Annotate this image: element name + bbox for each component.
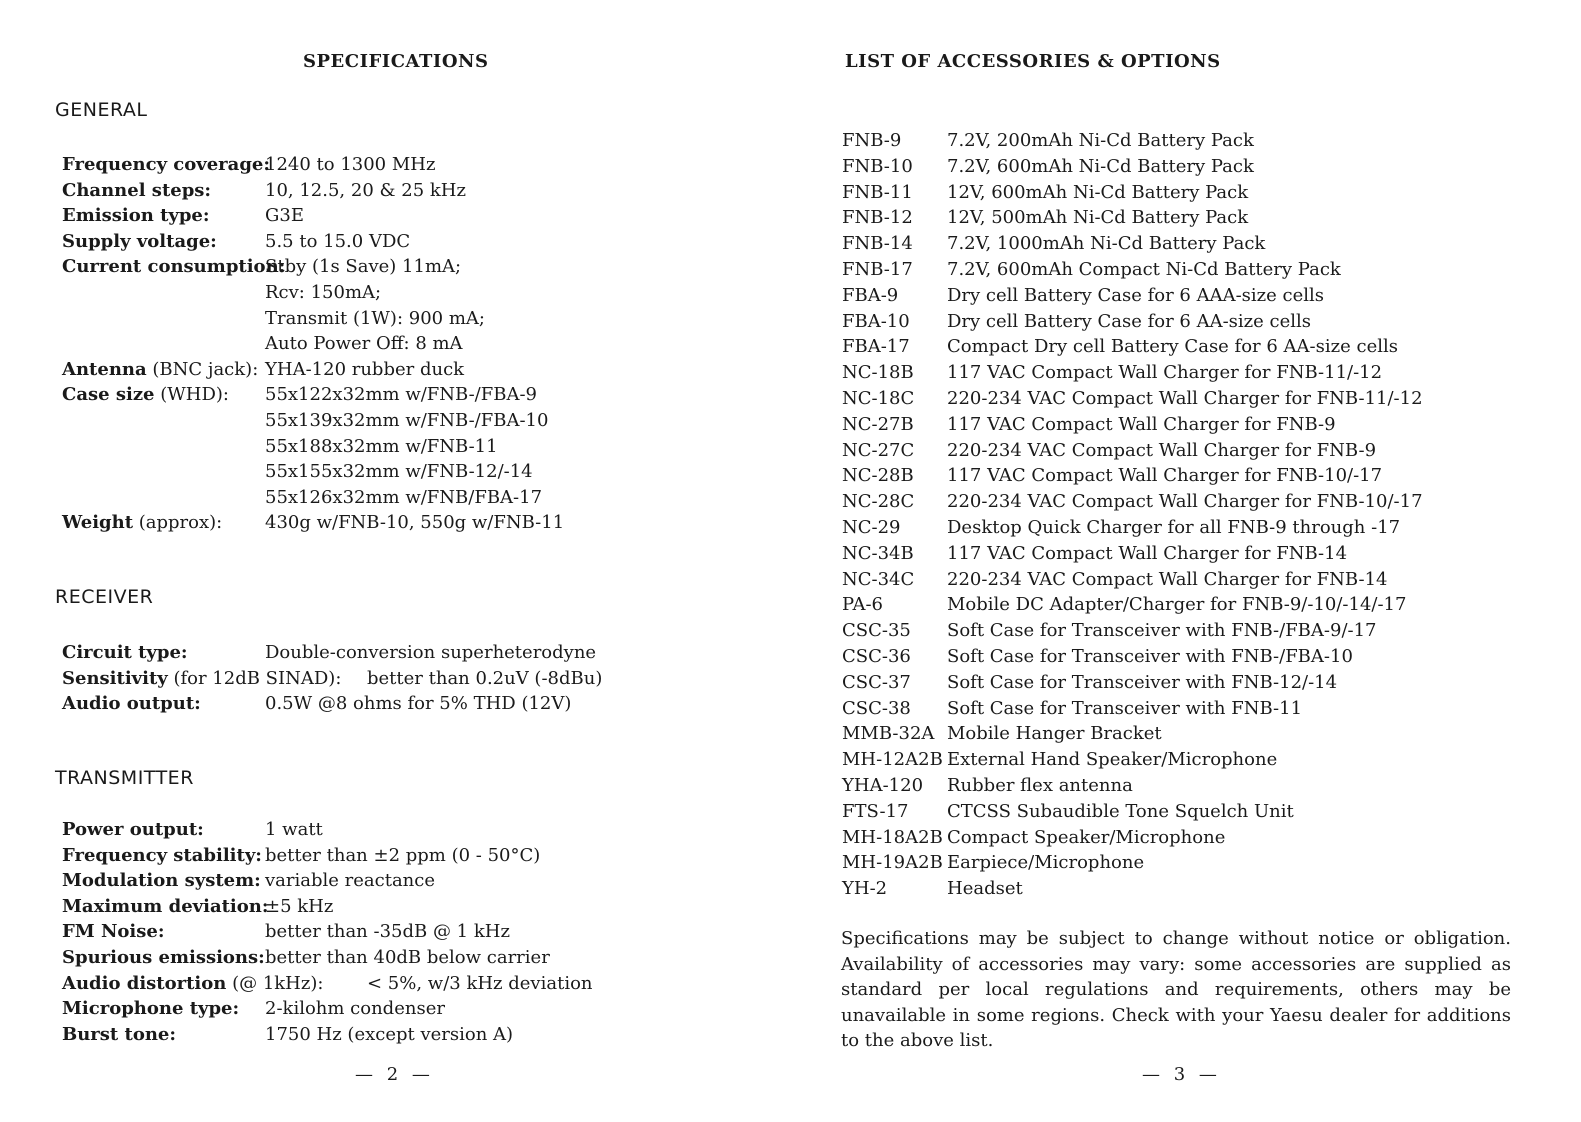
spec-row <box>62 817 762 843</box>
accessory-description: 220-234 VAC Compact Wall Charger for FNB-10/-17 <box>947 491 1423 513</box>
accessory-code: NC-27B <box>842 413 914 435</box>
accessory-row <box>842 360 1542 386</box>
spec-label-bold: Frequency stability: <box>62 844 262 866</box>
accessory-row <box>842 541 1542 567</box>
spec-label-bold: Spurious emissions: <box>62 946 265 968</box>
spec-label-bold: Frequency coverage: <box>62 154 271 175</box>
accessory-code: NC-34B <box>842 542 914 564</box>
specifications-title: SPECIFICATIONS <box>303 51 489 72</box>
general-spec-list <box>62 152 762 536</box>
spec-value: 55x155x32mm w/FNB-12/-14 <box>265 461 533 483</box>
accessory-code: MH-19A2B <box>842 852 943 874</box>
page-number: — 2 — <box>355 1064 434 1085</box>
accessory-row <box>842 670 1542 696</box>
spec-label <box>62 945 265 971</box>
spec-value: 0.5W @8 ohms for 5% THD (12V) <box>265 693 572 715</box>
spec-value: 55x126x32mm w/FNB/FBA-17 <box>265 486 543 508</box>
spec-row <box>62 382 762 408</box>
accessory-description: 220-234 VAC Compact Wall Charger for FNB-11/-12 <box>947 387 1423 409</box>
spec-label <box>62 919 165 945</box>
accessory-code: FNB-11 <box>842 181 913 203</box>
spec-label <box>62 510 222 536</box>
accessory-description: Soft Case for Transceiver with FNB-12/-14 <box>947 671 1338 693</box>
spec-label-bold: Current consumption: <box>62 256 286 278</box>
accessory-description: Headset <box>947 878 1023 900</box>
transmitter-heading: TRANSMITTER <box>55 767 194 789</box>
accessory-row <box>842 463 1542 489</box>
accessory-row <box>842 386 1542 412</box>
accessory-code: FNB-12 <box>842 207 913 229</box>
spec-label <box>62 152 270 178</box>
spec-row <box>62 868 762 894</box>
left-page <box>0 0 790 1122</box>
spec-row <box>62 640 762 666</box>
accessory-row <box>842 799 1542 825</box>
spec-label-bold: Burst tone: <box>62 1023 177 1045</box>
accessory-row <box>842 876 1542 902</box>
spec-label <box>62 203 210 229</box>
spec-label-bold: Sensitivity <box>62 667 168 689</box>
accessory-description: Desktop Quick Charger for all FNB-9 through -17 <box>947 516 1401 538</box>
spec-label <box>62 666 341 692</box>
spec-label-normal: (@ 1kHz): <box>226 972 324 994</box>
spec-label-normal: (WHD): <box>154 384 229 406</box>
spec-value: ±5 kHz <box>265 895 334 917</box>
accessory-row <box>842 592 1542 618</box>
receiver-heading: RECEIVER <box>55 586 154 608</box>
accessory-code: NC-29 <box>842 516 901 538</box>
spec-value: Stby (1s Save) 11mA; <box>265 256 462 278</box>
spec-value: G3E <box>265 205 304 227</box>
accessory-description: Dry cell Battery Case for 6 AAA-size cells <box>947 284 1324 306</box>
spec-label-bold: Power output: <box>62 819 204 840</box>
spec-label-bold: Emission type: <box>62 205 210 227</box>
accessory-code: CSC-35 <box>842 620 911 642</box>
spec-value: 430g w/FNB-10, 550g w/FNB-11 <box>265 512 565 534</box>
accessory-code: NC-34C <box>842 568 915 590</box>
spec-label-normal: (BNC jack): <box>146 358 259 380</box>
spec-value: 10, 12.5, 20 & 25 kHz <box>265 179 466 201</box>
accessory-code: FBA-17 <box>842 336 910 358</box>
accessory-code: YHA-120 <box>842 774 924 796</box>
accessory-code: NC-18B <box>842 362 914 384</box>
accessory-row <box>842 334 1542 360</box>
availability-note: Specifications may be subject to change without notice or obligation. Availability of accessories may vary: some accessories are supplied as standard per local regulations and requirements, others may be unavailable in some regions. Check with your Yaesu dealer for additions to the above list. <box>841 928 1511 1051</box>
spec-value: 55x139x32mm w/FNB-/FBA-10 <box>265 409 549 431</box>
accessory-code: MH-18A2B <box>842 826 943 848</box>
spec-value: 55x188x32mm w/FNB-11 <box>265 435 498 457</box>
accessory-description: 117 VAC Compact Wall Charger for FNB-9 <box>947 413 1336 435</box>
spec-value: better than 0.2uV (-8dBu) <box>367 667 603 689</box>
spec-label <box>62 357 258 383</box>
accessory-description: 12V, 500mAh Ni-Cd Battery Pack <box>947 207 1249 229</box>
general-heading: GENERAL <box>55 99 148 121</box>
spec-label <box>62 868 261 894</box>
spec-label <box>62 817 204 843</box>
spec-row <box>62 459 762 485</box>
spec-value: better than 40dB below carrier <box>265 946 550 968</box>
spec-row <box>62 894 762 920</box>
right-page <box>790 0 1581 1122</box>
spec-row <box>62 254 762 280</box>
accessory-row <box>842 721 1542 747</box>
accessory-description: Soft Case for Transceiver with FNB-/FBA-10 <box>947 645 1353 667</box>
spec-label-bold: Channel steps: <box>62 179 212 201</box>
accessory-row <box>842 180 1542 206</box>
spec-label-bold: Weight <box>62 512 134 534</box>
spec-label <box>62 996 239 1022</box>
spec-row <box>62 331 762 357</box>
spec-row <box>62 843 762 869</box>
accessory-description: Compact Dry cell Battery Case for 6 AA-size cells <box>947 336 1398 358</box>
spec-value: 2-kilohm condenser <box>265 998 445 1020</box>
spec-value: 55x122x32mm w/FNB-/FBA-9 <box>265 384 537 406</box>
accessory-description: 117 VAC Compact Wall Charger for FNB-11/-12 <box>947 362 1383 384</box>
accessory-code: NC-18C <box>842 387 915 409</box>
accessory-code: FTS-17 <box>842 800 909 822</box>
spec-label <box>62 254 285 280</box>
spec-value: YHA-120 rubber duck <box>265 358 465 380</box>
spec-row <box>62 178 762 204</box>
spec-row <box>62 510 762 536</box>
accessory-code: PA-6 <box>842 594 883 616</box>
accessory-code: FBA-10 <box>842 310 910 332</box>
accessory-description: 7.2V, 600mAh Ni-Cd Battery Pack <box>947 155 1254 177</box>
spec-label <box>62 178 211 204</box>
spec-row <box>62 229 762 255</box>
spec-row <box>62 434 762 460</box>
accessory-code: NC-27C <box>842 439 915 461</box>
spec-row <box>62 306 762 332</box>
spec-label <box>62 1022 176 1048</box>
accessory-description: 12V, 600mAh Ni-Cd Battery Pack <box>947 181 1249 203</box>
accessory-code: FBA-9 <box>842 284 899 306</box>
spec-row <box>62 485 762 511</box>
accessory-code: FNB-14 <box>842 233 913 255</box>
spec-label-bold: Case size <box>62 384 155 406</box>
spec-row <box>62 945 762 971</box>
spec-value: 1750 Hz (except version A) <box>265 1023 514 1045</box>
accessory-code: MMB-32A <box>842 723 935 745</box>
accessory-row <box>842 257 1542 283</box>
spec-label-normal: (approx): <box>133 512 223 534</box>
accessory-row <box>842 128 1542 154</box>
spec-label <box>62 382 229 408</box>
accessory-description: CTCSS Subaudible Tone Squelch Unit <box>947 800 1294 822</box>
accessory-description: Compact Speaker/Microphone <box>947 826 1226 848</box>
accessory-description: Earpiece/Microphone <box>947 852 1145 874</box>
accessory-description: 117 VAC Compact Wall Charger for FNB-14 <box>947 542 1348 564</box>
spec-row <box>62 691 762 717</box>
spec-value: Transmit (1W): 900 mA; <box>265 307 485 329</box>
spec-row <box>62 666 762 692</box>
accessory-description: Soft Case for Transceiver with FNB-/FBA-9/-17 <box>947 620 1377 642</box>
accessory-description: 7.2V, 600mAh Compact Ni-Cd Battery Pack <box>947 258 1341 280</box>
accessory-code: FNB-17 <box>842 258 913 280</box>
accessory-description: 220-234 VAC Compact Wall Charger for FNB-9 <box>947 439 1377 461</box>
accessory-row <box>842 825 1542 851</box>
spec-row <box>62 203 762 229</box>
accessory-description: 7.2V, 1000mAh Ni-Cd Battery Pack <box>947 233 1266 255</box>
spec-row <box>62 919 762 945</box>
spec-label <box>62 229 217 255</box>
spec-row <box>62 408 762 434</box>
spec-label <box>62 640 188 666</box>
spec-value: 1 watt <box>265 819 323 840</box>
spec-label-bold: Modulation system: <box>62 870 261 892</box>
spec-label-bold: Microphone type: <box>62 998 240 1020</box>
spec-value: better than -35dB @ 1 kHz <box>265 921 510 943</box>
accessory-code: NC-28B <box>842 465 914 487</box>
accessory-row <box>842 515 1542 541</box>
accessory-code: CSC-36 <box>842 645 911 667</box>
spec-label-bold: Antenna <box>62 358 147 380</box>
accessories-list <box>842 128 1542 902</box>
accessory-row <box>842 644 1542 670</box>
accessory-code: CSC-37 <box>842 671 911 693</box>
spec-label-bold: Audio output: <box>62 693 201 715</box>
spec-label <box>62 894 269 920</box>
accessory-row <box>842 747 1542 773</box>
accessory-code: MH-12A2B <box>842 749 943 771</box>
accessory-row <box>842 618 1542 644</box>
accessory-description: 117 VAC Compact Wall Charger for FNB-10/-17 <box>947 465 1383 487</box>
accessory-description: Mobile DC Adapter/Charger for FNB-9/-10/-14/-17 <box>947 594 1407 616</box>
accessory-description: 220-234 VAC Compact Wall Charger for FNB-14 <box>947 568 1388 590</box>
accessories-title: LIST OF ACCESSORIES & OPTIONS <box>845 51 1221 72</box>
spec-value: 5.5 to 15.0 VDC <box>265 230 411 252</box>
accessory-row <box>842 438 1542 464</box>
spec-label <box>62 971 323 997</box>
spec-label-bold: Circuit type: <box>62 642 188 663</box>
page-number: — 3 — <box>1142 1064 1221 1085</box>
spec-value: Rcv: 150mA; <box>265 281 382 303</box>
transmitter-spec-list <box>62 817 762 1047</box>
accessory-description: Dry cell Battery Case for 6 AA-size cells <box>947 310 1311 332</box>
accessory-row <box>842 412 1542 438</box>
accessory-row <box>842 231 1542 257</box>
spec-label-bold: Supply voltage: <box>62 230 217 252</box>
spec-row <box>62 1022 762 1048</box>
spec-value: variable reactance <box>265 870 436 892</box>
accessory-row <box>842 567 1542 593</box>
accessory-description: External Hand Speaker/Microphone <box>947 749 1278 771</box>
spec-label-bold: FM Noise: <box>62 921 165 943</box>
spec-row <box>62 357 762 383</box>
accessory-description: Mobile Hanger Bracket <box>947 723 1162 745</box>
accessory-description: Soft Case for Transceiver with FNB-11 <box>947 697 1303 719</box>
accessory-row <box>842 489 1542 515</box>
spec-label-bold: Audio distortion <box>62 972 227 994</box>
spec-value: 1240 to 1300 MHz <box>265 154 436 175</box>
spec-row <box>62 996 762 1022</box>
accessory-row <box>842 283 1542 309</box>
spec-row <box>62 280 762 306</box>
accessory-row <box>842 773 1542 799</box>
spec-label-bold: Maximum deviation: <box>62 895 269 917</box>
accessory-code: CSC-38 <box>842 697 911 719</box>
spec-value: < 5%, w/3 kHz deviation <box>367 972 593 994</box>
accessory-code: NC-28C <box>842 491 915 513</box>
spec-label <box>62 843 262 869</box>
spec-row <box>62 971 762 997</box>
accessory-code: YH-2 <box>842 878 888 900</box>
spec-label-normal: (for 12dB SINAD): <box>167 667 342 689</box>
accessory-row <box>842 850 1542 876</box>
accessory-row <box>842 205 1542 231</box>
spec-value: Auto Power Off: 8 mA <box>265 333 463 355</box>
accessory-code: FNB-10 <box>842 155 913 177</box>
accessory-description: Rubber flex antenna <box>947 774 1133 796</box>
receiver-spec-list <box>62 640 762 717</box>
accessory-row <box>842 309 1542 335</box>
spec-row <box>62 152 762 178</box>
accessory-description: 7.2V, 200mAh Ni-Cd Battery Pack <box>947 130 1254 151</box>
spec-value: better than ±2 ppm (0 - 50°C) <box>265 844 541 866</box>
accessory-code: FNB-9 <box>842 130 902 151</box>
spec-value: Double-conversion superheterodyne <box>265 642 597 663</box>
accessory-row <box>842 154 1542 180</box>
spec-label <box>62 691 201 717</box>
accessory-row <box>842 696 1542 722</box>
